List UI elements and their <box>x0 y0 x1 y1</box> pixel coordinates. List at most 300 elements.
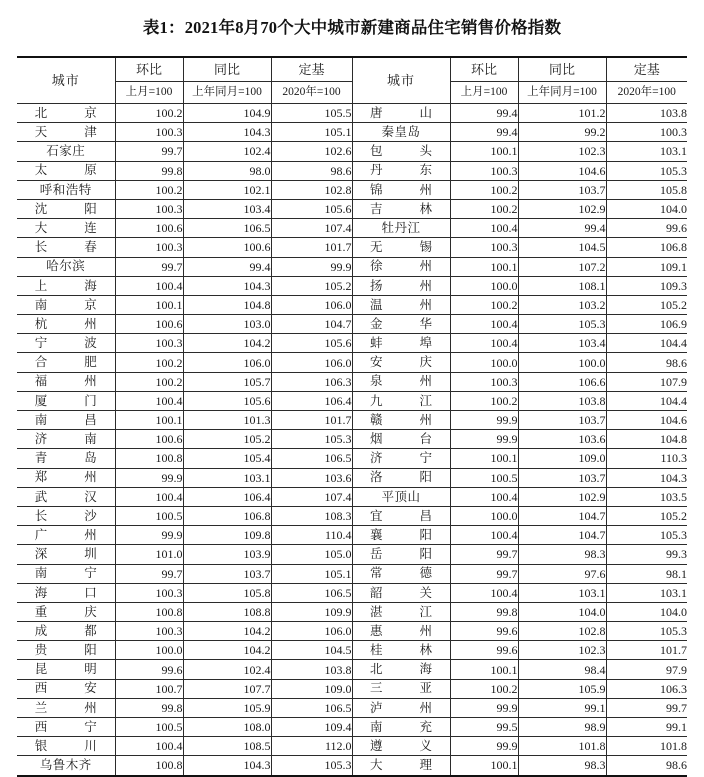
mom-value-cell: 100.1 <box>450 660 518 679</box>
base-value-cell: 110.3 <box>606 449 687 468</box>
yoy-value-cell: 103.7 <box>183 564 271 583</box>
base-value-cell: 106.0 <box>271 622 352 641</box>
city-name-cell: 赣州 <box>352 411 450 430</box>
table-header <box>17 57 687 104</box>
table-row <box>17 698 687 717</box>
yoy-value-cell: 98.9 <box>518 718 606 737</box>
mom-value-cell: 100.0 <box>450 353 518 372</box>
base-value-cell: 99.1 <box>606 718 687 737</box>
column-subheader-yoy-left: 上年同月=100 <box>183 82 271 104</box>
table-row <box>17 718 687 737</box>
city-name-cell: 福州 <box>17 372 115 391</box>
yoy-value-cell: 102.4 <box>183 142 271 161</box>
base-value-cell: 104.6 <box>606 411 687 430</box>
mom-value-cell: 99.8 <box>450 602 518 621</box>
table-row <box>17 199 687 218</box>
yoy-value-cell: 104.2 <box>183 334 271 353</box>
city-name-cell: 包头 <box>352 142 450 161</box>
mom-value-cell: 100.8 <box>115 602 183 621</box>
mom-value-cell: 100.1 <box>450 449 518 468</box>
base-value-cell: 104.0 <box>606 199 687 218</box>
column-header-base-left: 定基 <box>271 57 352 82</box>
yoy-value-cell: 104.3 <box>183 756 271 776</box>
base-value-cell: 106.0 <box>271 295 352 314</box>
column-subheader-base-right: 2020年=100 <box>606 82 687 104</box>
table-container <box>17 56 687 777</box>
mom-value-cell: 100.1 <box>115 411 183 430</box>
mom-value-cell: 100.5 <box>450 468 518 487</box>
city-name-cell: 扬州 <box>352 276 450 295</box>
column-subheader-base-left: 2020年=100 <box>271 82 352 104</box>
base-value-cell: 107.4 <box>271 219 352 238</box>
city-name-cell: 海口 <box>17 583 115 602</box>
city-name-cell: 广州 <box>17 526 115 545</box>
table-row <box>17 219 687 238</box>
city-name-cell: 洛阳 <box>352 468 450 487</box>
city-name-cell: 深圳 <box>17 545 115 564</box>
yoy-value-cell: 108.5 <box>183 737 271 756</box>
page-title: 表1：2021年8月70个大中城市新建商品住宅销售价格指数 <box>142 18 562 37</box>
city-name-cell: 吉林 <box>352 199 450 218</box>
mom-value-cell: 100.6 <box>115 315 183 334</box>
base-value-cell: 105.0 <box>271 545 352 564</box>
yoy-value-cell: 104.7 <box>518 526 606 545</box>
price-index-table <box>17 56 687 777</box>
city-name-cell: 重庆 <box>17 602 115 621</box>
yoy-value-cell: 102.8 <box>518 622 606 641</box>
base-value-cell: 103.8 <box>271 660 352 679</box>
city-name-cell: 唐山 <box>352 104 450 123</box>
yoy-value-cell: 107.7 <box>183 679 271 698</box>
mom-value-cell: 100.3 <box>115 334 183 353</box>
mom-value-cell: 100.0 <box>450 506 518 525</box>
yoy-value-cell: 104.5 <box>518 238 606 257</box>
table-row <box>17 622 687 641</box>
base-value-cell: 105.3 <box>271 756 352 776</box>
base-value-cell: 109.3 <box>606 276 687 295</box>
yoy-value-cell: 103.4 <box>518 334 606 353</box>
mom-value-cell: 99.7 <box>115 257 183 276</box>
table-row <box>17 353 687 372</box>
table-row <box>17 372 687 391</box>
mom-value-cell: 100.4 <box>450 583 518 602</box>
city-name-cell: 沈阳 <box>17 199 115 218</box>
mom-value-cell: 100.3 <box>115 199 183 218</box>
yoy-value-cell: 109.0 <box>518 449 606 468</box>
yoy-value-cell: 105.9 <box>183 698 271 717</box>
base-value-cell: 102.6 <box>271 142 352 161</box>
base-value-cell: 109.4 <box>271 718 352 737</box>
yoy-value-cell: 104.3 <box>183 123 271 142</box>
city-name-cell: 韶关 <box>352 583 450 602</box>
base-value-cell: 103.5 <box>606 487 687 506</box>
base-value-cell: 105.2 <box>606 295 687 314</box>
city-name-cell: 无锡 <box>352 238 450 257</box>
mom-value-cell: 100.1 <box>450 142 518 161</box>
base-value-cell: 104.0 <box>606 602 687 621</box>
base-value-cell: 106.5 <box>271 698 352 717</box>
city-name-cell: 温州 <box>352 295 450 314</box>
mom-value-cell: 99.7 <box>450 545 518 564</box>
yoy-value-cell: 103.2 <box>518 295 606 314</box>
mom-value-cell: 99.6 <box>450 622 518 641</box>
base-value-cell: 106.0 <box>271 353 352 372</box>
yoy-value-cell: 99.2 <box>518 123 606 142</box>
yoy-value-cell: 102.9 <box>518 199 606 218</box>
yoy-value-cell: 103.1 <box>183 468 271 487</box>
mom-value-cell: 99.8 <box>115 161 183 180</box>
yoy-value-cell: 106.4 <box>183 487 271 506</box>
yoy-value-cell: 105.7 <box>183 372 271 391</box>
city-name-cell: 泸州 <box>352 698 450 717</box>
base-value-cell: 105.8 <box>606 180 687 199</box>
mom-value-cell: 100.1 <box>450 257 518 276</box>
yoy-value-cell: 108.1 <box>518 276 606 295</box>
city-name-cell: 长沙 <box>17 506 115 525</box>
yoy-value-cell: 104.3 <box>183 276 271 295</box>
city-name-cell: 宜昌 <box>352 506 450 525</box>
city-name-cell: 大理 <box>352 756 450 776</box>
yoy-value-cell: 106.0 <box>183 353 271 372</box>
city-name-cell: 北京 <box>17 104 115 123</box>
city-name-cell: 济南 <box>17 430 115 449</box>
city-name-cell: 青岛 <box>17 449 115 468</box>
yoy-value-cell: 99.4 <box>183 257 271 276</box>
base-value-cell: 109.0 <box>271 679 352 698</box>
mom-value-cell: 100.4 <box>450 526 518 545</box>
base-value-cell: 98.6 <box>271 161 352 180</box>
mom-value-cell: 100.1 <box>115 295 183 314</box>
base-value-cell: 103.6 <box>271 468 352 487</box>
table-row <box>17 257 687 276</box>
yoy-value-cell: 103.4 <box>183 199 271 218</box>
yoy-value-cell: 109.8 <box>183 526 271 545</box>
mom-value-cell: 100.0 <box>450 276 518 295</box>
column-header-yoy-right: 同比 <box>518 57 606 82</box>
city-name-cell: 西宁 <box>17 718 115 737</box>
yoy-value-cell: 104.2 <box>183 622 271 641</box>
city-name-cell: 哈尔滨 <box>17 257 115 276</box>
city-name-cell: 九江 <box>352 391 450 410</box>
yoy-value-cell: 103.7 <box>518 411 606 430</box>
base-value-cell: 100.3 <box>606 123 687 142</box>
base-value-cell: 110.4 <box>271 526 352 545</box>
city-name-cell: 宁波 <box>17 334 115 353</box>
column-header-mom-left: 环比 <box>115 57 183 82</box>
mom-value-cell: 100.5 <box>115 718 183 737</box>
base-value-cell: 98.1 <box>606 564 687 583</box>
mom-value-cell: 100.3 <box>115 622 183 641</box>
base-value-cell: 104.8 <box>606 430 687 449</box>
yoy-value-cell: 102.9 <box>518 487 606 506</box>
yoy-value-cell: 103.6 <box>518 430 606 449</box>
mom-value-cell: 100.2 <box>450 679 518 698</box>
table-row <box>17 602 687 621</box>
city-name-cell: 成都 <box>17 622 115 641</box>
yoy-value-cell: 107.2 <box>518 257 606 276</box>
base-value-cell: 105.3 <box>606 526 687 545</box>
mom-value-cell: 100.2 <box>450 199 518 218</box>
city-name-cell: 牡丹江 <box>352 219 450 238</box>
city-name-cell: 太原 <box>17 161 115 180</box>
city-name-cell: 三亚 <box>352 679 450 698</box>
table-row <box>17 276 687 295</box>
city-name-cell: 桂林 <box>352 641 450 660</box>
table-row <box>17 411 687 430</box>
mom-value-cell: 99.4 <box>450 123 518 142</box>
base-value-cell: 109.9 <box>271 602 352 621</box>
city-name-cell: 金华 <box>352 315 450 334</box>
mom-value-cell: 100.3 <box>450 161 518 180</box>
city-name-cell: 蚌埠 <box>352 334 450 353</box>
yoy-value-cell: 104.7 <box>518 506 606 525</box>
yoy-value-cell: 99.4 <box>518 219 606 238</box>
mom-value-cell: 100.4 <box>115 737 183 756</box>
city-name-cell: 兰州 <box>17 698 115 717</box>
yoy-value-cell: 104.8 <box>183 295 271 314</box>
mom-value-cell: 100.4 <box>450 219 518 238</box>
table-row <box>17 564 687 583</box>
mom-value-cell: 99.4 <box>450 104 518 123</box>
mom-value-cell: 100.6 <box>115 219 183 238</box>
base-value-cell: 98.6 <box>606 353 687 372</box>
table-row <box>17 104 687 123</box>
city-name-cell: 惠州 <box>352 622 450 641</box>
base-value-cell: 99.7 <box>606 698 687 717</box>
yoy-value-cell: 98.3 <box>518 545 606 564</box>
table-row <box>17 142 687 161</box>
city-name-cell: 南充 <box>352 718 450 737</box>
mom-value-cell: 99.6 <box>115 660 183 679</box>
yoy-value-cell: 106.5 <box>183 219 271 238</box>
column-header-city-left: 城市 <box>17 57 115 104</box>
table-row <box>17 679 687 698</box>
yoy-value-cell: 105.2 <box>183 430 271 449</box>
city-name-cell: 济宁 <box>352 449 450 468</box>
mom-value-cell: 100.4 <box>450 334 518 353</box>
mom-value-cell: 100.4 <box>450 315 518 334</box>
city-name-cell: 郑州 <box>17 468 115 487</box>
base-value-cell: 106.5 <box>271 583 352 602</box>
column-header-city-right: 城市 <box>352 57 450 104</box>
yoy-value-cell: 105.3 <box>518 315 606 334</box>
base-value-cell: 97.9 <box>606 660 687 679</box>
city-name-cell: 杭州 <box>17 315 115 334</box>
city-name-cell: 烟台 <box>352 430 450 449</box>
table-row <box>17 737 687 756</box>
table-row <box>17 583 687 602</box>
city-name-cell: 遵义 <box>352 737 450 756</box>
table-row <box>17 238 687 257</box>
yoy-value-cell: 103.7 <box>518 468 606 487</box>
mom-value-cell: 99.9 <box>450 411 518 430</box>
mom-value-cell: 100.6 <box>115 430 183 449</box>
column-header-yoy-left: 同比 <box>183 57 271 82</box>
base-value-cell: 104.4 <box>606 334 687 353</box>
mom-value-cell: 99.7 <box>450 564 518 583</box>
base-value-cell: 104.7 <box>271 315 352 334</box>
yoy-value-cell: 104.0 <box>518 602 606 621</box>
yoy-value-cell: 103.1 <box>518 583 606 602</box>
mom-value-cell: 99.7 <box>115 142 183 161</box>
yoy-value-cell: 103.7 <box>518 180 606 199</box>
table-row <box>17 487 687 506</box>
column-subheader-mom-left: 上月=100 <box>115 82 183 104</box>
base-value-cell: 105.5 <box>271 104 352 123</box>
city-name-cell: 秦皇岛 <box>352 123 450 142</box>
table-row <box>17 334 687 353</box>
mom-value-cell: 100.4 <box>115 391 183 410</box>
table-row <box>17 468 687 487</box>
base-value-cell: 106.3 <box>271 372 352 391</box>
base-value-cell: 102.8 <box>271 180 352 199</box>
city-name-cell: 贵阳 <box>17 641 115 660</box>
mom-value-cell: 99.7 <box>115 564 183 583</box>
city-name-cell: 呼和浩特 <box>17 180 115 199</box>
mom-value-cell: 100.2 <box>450 391 518 410</box>
yoy-value-cell: 103.0 <box>183 315 271 334</box>
column-subheader-yoy-right: 上年同月=100 <box>518 82 606 104</box>
mom-value-cell: 100.3 <box>450 238 518 257</box>
base-value-cell: 106.4 <box>271 391 352 410</box>
table-row <box>17 430 687 449</box>
yoy-value-cell: 102.4 <box>183 660 271 679</box>
yoy-value-cell: 100.6 <box>183 238 271 257</box>
table-row <box>17 180 687 199</box>
mom-value-cell: 100.3 <box>115 583 183 602</box>
city-name-cell: 北海 <box>352 660 450 679</box>
base-value-cell: 105.1 <box>271 123 352 142</box>
base-value-cell: 106.5 <box>271 449 352 468</box>
mom-value-cell: 99.8 <box>115 698 183 717</box>
mom-value-cell: 99.6 <box>450 641 518 660</box>
mom-value-cell: 100.0 <box>115 641 183 660</box>
table-row <box>17 660 687 679</box>
mom-value-cell: 99.9 <box>115 526 183 545</box>
column-header-base-right: 定基 <box>606 57 687 82</box>
yoy-value-cell: 105.8 <box>183 583 271 602</box>
mom-value-cell: 100.2 <box>115 180 183 199</box>
city-name-cell: 厦门 <box>17 391 115 410</box>
yoy-value-cell: 104.9 <box>183 104 271 123</box>
mom-value-cell: 99.9 <box>450 737 518 756</box>
mom-value-cell: 100.2 <box>450 180 518 199</box>
yoy-value-cell: 103.8 <box>518 391 606 410</box>
city-name-cell: 平顶山 <box>352 487 450 506</box>
city-name-cell: 徐州 <box>352 257 450 276</box>
yoy-value-cell: 104.2 <box>183 641 271 660</box>
base-value-cell: 105.3 <box>271 430 352 449</box>
mom-value-cell: 99.9 <box>450 698 518 717</box>
city-name-cell: 泉州 <box>352 372 450 391</box>
city-name-cell: 上海 <box>17 276 115 295</box>
base-value-cell: 106.9 <box>606 315 687 334</box>
mom-value-cell: 100.8 <box>115 449 183 468</box>
table-row <box>17 545 687 564</box>
base-value-cell: 105.2 <box>271 276 352 295</box>
base-value-cell: 99.3 <box>606 545 687 564</box>
table-row <box>17 123 687 142</box>
yoy-value-cell: 99.1 <box>518 698 606 717</box>
base-value-cell: 104.4 <box>606 391 687 410</box>
yoy-value-cell: 108.8 <box>183 602 271 621</box>
yoy-value-cell: 101.2 <box>518 104 606 123</box>
base-value-cell: 103.1 <box>606 142 687 161</box>
yoy-value-cell: 98.0 <box>183 161 271 180</box>
base-value-cell: 103.1 <box>606 583 687 602</box>
city-name-cell: 南宁 <box>17 564 115 583</box>
column-subheader-mom-right: 上月=100 <box>450 82 518 104</box>
table-row <box>17 161 687 180</box>
yoy-value-cell: 102.1 <box>183 180 271 199</box>
mom-value-cell: 99.9 <box>115 468 183 487</box>
base-value-cell: 112.0 <box>271 737 352 756</box>
mom-value-cell: 99.9 <box>450 430 518 449</box>
yoy-value-cell: 105.4 <box>183 449 271 468</box>
table-row <box>17 449 687 468</box>
yoy-value-cell: 98.4 <box>518 660 606 679</box>
base-value-cell: 105.3 <box>606 622 687 641</box>
base-value-cell: 101.7 <box>271 411 352 430</box>
city-name-cell: 长春 <box>17 238 115 257</box>
yoy-value-cell: 102.3 <box>518 641 606 660</box>
city-name-cell: 大连 <box>17 219 115 238</box>
mom-value-cell: 100.4 <box>450 487 518 506</box>
table-row <box>17 315 687 334</box>
yoy-value-cell: 100.0 <box>518 353 606 372</box>
column-header-mom-right: 环比 <box>450 57 518 82</box>
table-body <box>17 104 687 776</box>
table-row <box>17 756 687 776</box>
base-value-cell: 103.8 <box>606 104 687 123</box>
table-row <box>17 641 687 660</box>
yoy-value-cell: 104.6 <box>518 161 606 180</box>
base-value-cell: 107.4 <box>271 487 352 506</box>
yoy-value-cell: 102.3 <box>518 142 606 161</box>
base-value-cell: 99.9 <box>271 257 352 276</box>
mom-value-cell: 100.4 <box>115 276 183 295</box>
mom-value-cell: 100.2 <box>115 372 183 391</box>
city-name-cell: 昆明 <box>17 660 115 679</box>
base-value-cell: 104.3 <box>606 468 687 487</box>
table-row <box>17 506 687 525</box>
mom-value-cell: 101.0 <box>115 545 183 564</box>
city-name-cell: 南京 <box>17 295 115 314</box>
base-value-cell: 105.1 <box>271 564 352 583</box>
mom-value-cell: 100.2 <box>450 295 518 314</box>
city-name-cell: 岳阳 <box>352 545 450 564</box>
yoy-value-cell: 103.9 <box>183 545 271 564</box>
mom-value-cell: 100.8 <box>115 756 183 776</box>
city-name-cell: 武汉 <box>17 487 115 506</box>
base-value-cell: 105.3 <box>606 161 687 180</box>
city-name-cell: 襄阳 <box>352 526 450 545</box>
yoy-value-cell: 106.6 <box>518 372 606 391</box>
table-row <box>17 295 687 314</box>
table-row <box>17 391 687 410</box>
mom-value-cell: 100.7 <box>115 679 183 698</box>
yoy-value-cell: 97.6 <box>518 564 606 583</box>
table-row <box>17 526 687 545</box>
mom-value-cell: 100.4 <box>115 487 183 506</box>
base-value-cell: 99.6 <box>606 219 687 238</box>
base-value-cell: 98.6 <box>606 756 687 776</box>
city-name-cell: 西安 <box>17 679 115 698</box>
yoy-value-cell: 108.0 <box>183 718 271 737</box>
mom-value-cell: 100.2 <box>115 104 183 123</box>
mom-value-cell: 100.3 <box>115 238 183 257</box>
yoy-value-cell: 101.8 <box>518 737 606 756</box>
